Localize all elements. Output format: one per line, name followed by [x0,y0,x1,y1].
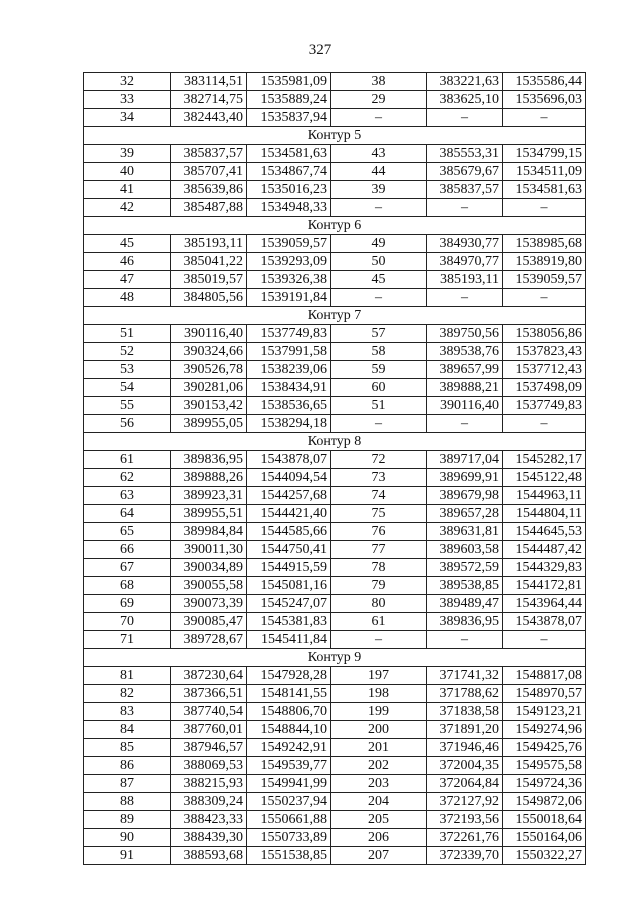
table-row [84,559,586,577]
cell-point-number: 79 [331,577,427,595]
cell-point-number: 85 [84,739,171,757]
cell-point-number: 76 [331,523,427,541]
cell-x-coordinate: 388439,30 [171,829,247,847]
cell-x-coordinate: 387366,51 [171,685,247,703]
table-row [84,397,586,415]
table-row [84,289,586,307]
cell-x-coordinate: 383114,51 [171,73,247,91]
cell-x-coordinate: – [427,109,503,127]
cell-point-number: 78 [331,559,427,577]
cell-x-coordinate: 389717,04 [427,451,503,469]
cell-point-number: 40 [84,163,171,181]
cell-x-coordinate: 385837,57 [427,181,503,199]
cell-point-number: 83 [84,703,171,721]
cell-point-number: 50 [331,253,427,271]
cell-point-number: 32 [84,73,171,91]
coordinates-table [83,72,586,865]
table-row [84,343,586,361]
cell-y-coordinate: 1544257,68 [247,487,331,505]
cell-y-coordinate: 1538536,65 [247,397,331,415]
cell-point-number: 69 [84,595,171,613]
cell-point-number: 203 [331,775,427,793]
cell-x-coordinate: 390116,40 [171,325,247,343]
cell-y-coordinate: 1548970,57 [503,685,586,703]
cell-y-coordinate: 1549872,06 [503,793,586,811]
cell-y-coordinate: 1550322,27 [503,847,586,865]
contour-header-row [84,649,586,667]
cell-point-number: 58 [331,343,427,361]
cell-point-number: 49 [331,235,427,253]
cell-y-coordinate: – [503,631,586,649]
cell-point-number: – [331,109,427,127]
cell-y-coordinate: 1545282,17 [503,451,586,469]
cell-y-coordinate: 1537991,58 [247,343,331,361]
cell-y-coordinate: 1535696,03 [503,91,586,109]
cell-x-coordinate: 389631,81 [427,523,503,541]
table-row [84,523,586,541]
cell-x-coordinate: 390034,89 [171,559,247,577]
cell-x-coordinate: 382714,75 [171,91,247,109]
table-row [84,91,586,109]
cell-y-coordinate: 1534867,74 [247,163,331,181]
cell-y-coordinate: 1549274,96 [503,721,586,739]
cell-point-number: 200 [331,721,427,739]
cell-x-coordinate: 390153,42 [171,397,247,415]
cell-x-coordinate: 389955,51 [171,505,247,523]
table-row [84,199,586,217]
cell-x-coordinate: 389603,58 [427,541,503,559]
cell-x-coordinate: 371946,46 [427,739,503,757]
cell-point-number: 53 [84,361,171,379]
cell-x-coordinate: 372004,35 [427,757,503,775]
table-row [84,811,586,829]
table-row [84,379,586,397]
cell-point-number: 39 [331,181,427,199]
cell-x-coordinate: 385553,31 [427,145,503,163]
contour-label: Контур 6 [84,217,586,235]
cell-point-number: 197 [331,667,427,685]
cell-y-coordinate: 1544963,11 [503,487,586,505]
cell-x-coordinate: 385487,88 [171,199,247,217]
cell-y-coordinate: 1549425,76 [503,739,586,757]
cell-point-number: 59 [331,361,427,379]
cell-point-number: 56 [84,415,171,433]
cell-y-coordinate: 1539191,84 [247,289,331,307]
cell-x-coordinate: 385193,11 [427,271,503,289]
cell-y-coordinate: 1549941,99 [247,775,331,793]
cell-y-coordinate: 1544750,41 [247,541,331,559]
cell-y-coordinate: 1534581,63 [247,145,331,163]
cell-point-number: 45 [84,235,171,253]
cell-x-coordinate: 389888,26 [171,469,247,487]
cell-y-coordinate: 1547928,28 [247,667,331,685]
cell-x-coordinate: 388215,93 [171,775,247,793]
cell-point-number: 33 [84,91,171,109]
cell-y-coordinate: 1538434,91 [247,379,331,397]
cell-y-coordinate: 1549724,36 [503,775,586,793]
cell-x-coordinate: 390526,78 [171,361,247,379]
table-row [84,613,586,631]
cell-y-coordinate: 1539059,57 [247,235,331,253]
cell-x-coordinate: 389489,47 [427,595,503,613]
table-row [84,685,586,703]
table-row [84,847,586,865]
cell-point-number: 62 [84,469,171,487]
cell-x-coordinate: 390055,58 [171,577,247,595]
cell-y-coordinate: 1550237,94 [247,793,331,811]
cell-x-coordinate: 372261,76 [427,829,503,847]
cell-point-number: 52 [84,343,171,361]
cell-point-number: 205 [331,811,427,829]
cell-y-coordinate: 1538294,18 [247,415,331,433]
cell-x-coordinate: 389836,95 [427,613,503,631]
cell-x-coordinate: 390281,06 [171,379,247,397]
cell-x-coordinate: 389657,99 [427,361,503,379]
table-row [84,631,586,649]
cell-y-coordinate: 1544585,66 [247,523,331,541]
table-row [84,829,586,847]
table-row [84,775,586,793]
cell-x-coordinate: 385837,57 [171,145,247,163]
cell-point-number: 88 [84,793,171,811]
cell-point-number: – [331,415,427,433]
cell-x-coordinate: 387946,57 [171,739,247,757]
cell-point-number: 67 [84,559,171,577]
cell-x-coordinate: 371838,58 [427,703,503,721]
cell-point-number: 77 [331,541,427,559]
cell-y-coordinate: 1545381,83 [247,613,331,631]
cell-x-coordinate: 389699,91 [427,469,503,487]
cell-x-coordinate: 387740,54 [171,703,247,721]
cell-y-coordinate: 1544094,54 [247,469,331,487]
cell-y-coordinate: 1544804,11 [503,505,586,523]
table-row [84,181,586,199]
cell-x-coordinate: 390011,30 [171,541,247,559]
cell-x-coordinate: 385019,57 [171,271,247,289]
cell-y-coordinate: 1538239,06 [247,361,331,379]
cell-y-coordinate: 1535586,44 [503,73,586,91]
cell-x-coordinate: 388309,24 [171,793,247,811]
cell-x-coordinate: 371741,32 [427,667,503,685]
cell-point-number: 89 [84,811,171,829]
cell-y-coordinate: 1551538,85 [247,847,331,865]
cell-point-number: 87 [84,775,171,793]
cell-x-coordinate: 389679,98 [427,487,503,505]
cell-point-number: 204 [331,793,427,811]
cell-y-coordinate: 1537498,09 [503,379,586,397]
cell-x-coordinate: 371788,62 [427,685,503,703]
cell-point-number: 34 [84,109,171,127]
cell-x-coordinate: 385639,86 [171,181,247,199]
cell-y-coordinate: 1539326,38 [247,271,331,289]
cell-y-coordinate: 1549575,58 [503,757,586,775]
cell-y-coordinate: 1534948,33 [247,199,331,217]
cell-y-coordinate: 1535981,09 [247,73,331,91]
cell-y-coordinate: 1550018,64 [503,811,586,829]
cell-point-number: 199 [331,703,427,721]
cell-x-coordinate: 371891,20 [427,721,503,739]
cell-x-coordinate: 389836,95 [171,451,247,469]
cell-y-coordinate: – [503,199,586,217]
cell-y-coordinate: 1534581,63 [503,181,586,199]
cell-point-number: – [331,631,427,649]
cell-x-coordinate: 383221,63 [427,73,503,91]
cell-y-coordinate: 1549123,21 [503,703,586,721]
cell-point-number: 54 [84,379,171,397]
cell-x-coordinate: 389538,76 [427,343,503,361]
contour-header-row [84,217,586,235]
cell-y-coordinate: 1539293,09 [247,253,331,271]
contour-header-row [84,307,586,325]
cell-y-coordinate: 1545122,48 [503,469,586,487]
cell-point-number: 91 [84,847,171,865]
table-row [84,235,586,253]
cell-x-coordinate: 384970,77 [427,253,503,271]
cell-x-coordinate: 385193,11 [171,235,247,253]
cell-x-coordinate: 390085,47 [171,613,247,631]
cell-point-number: – [331,289,427,307]
cell-y-coordinate: 1544645,53 [503,523,586,541]
cell-point-number: 43 [331,145,427,163]
cell-y-coordinate: 1534799,15 [503,145,586,163]
cell-y-coordinate: 1539059,57 [503,271,586,289]
table-row [84,757,586,775]
table-row [84,253,586,271]
table-row [84,109,586,127]
table-row [84,271,586,289]
cell-x-coordinate: 389923,31 [171,487,247,505]
cell-y-coordinate: 1537749,83 [247,325,331,343]
cell-point-number: 71 [84,631,171,649]
cell-point-number: 57 [331,325,427,343]
cell-point-number: 82 [84,685,171,703]
cell-y-coordinate: 1544487,42 [503,541,586,559]
page-number: 327 [308,42,332,58]
cell-x-coordinate: – [427,289,503,307]
cell-y-coordinate: – [503,415,586,433]
cell-point-number: 63 [84,487,171,505]
cell-x-coordinate: 385041,22 [171,253,247,271]
cell-point-number: 73 [331,469,427,487]
cell-x-coordinate: 389888,21 [427,379,503,397]
table-row [84,73,586,91]
contour-label: Контур 7 [84,307,586,325]
cell-y-coordinate: 1545081,16 [247,577,331,595]
cell-y-coordinate: 1545247,07 [247,595,331,613]
cell-y-coordinate: 1535016,23 [247,181,331,199]
cell-x-coordinate: 389728,67 [171,631,247,649]
cell-point-number: 81 [84,667,171,685]
cell-y-coordinate: – [503,109,586,127]
cell-y-coordinate: 1544915,59 [247,559,331,577]
cell-point-number: 47 [84,271,171,289]
cell-point-number: 61 [331,613,427,631]
cell-point-number: 51 [331,397,427,415]
cell-point-number: 64 [84,505,171,523]
cell-point-number: 65 [84,523,171,541]
cell-x-coordinate: 389955,05 [171,415,247,433]
cell-y-coordinate: – [503,289,586,307]
cell-x-coordinate: 389657,28 [427,505,503,523]
cell-y-coordinate: 1537749,83 [503,397,586,415]
table-row [84,163,586,181]
cell-point-number: 38 [331,73,427,91]
cell-y-coordinate: 1548844,10 [247,721,331,739]
cell-y-coordinate: 1544172,81 [503,577,586,595]
table-row [84,595,586,613]
table-row [84,451,586,469]
cell-x-coordinate: 384805,56 [171,289,247,307]
cell-x-coordinate: 385679,67 [427,163,503,181]
cell-y-coordinate: 1543964,44 [503,595,586,613]
cell-point-number: 68 [84,577,171,595]
cell-x-coordinate: 387230,64 [171,667,247,685]
coordinates-table-body [84,73,586,865]
cell-point-number: 206 [331,829,427,847]
cell-point-number: 75 [331,505,427,523]
cell-point-number: – [331,199,427,217]
cell-x-coordinate: 382443,40 [171,109,247,127]
table-row [84,487,586,505]
table-row [84,703,586,721]
cell-x-coordinate: 389538,85 [427,577,503,595]
cell-x-coordinate: 390073,39 [171,595,247,613]
cell-y-coordinate: 1535889,24 [247,91,331,109]
cell-point-number: 60 [331,379,427,397]
cell-x-coordinate: 389984,84 [171,523,247,541]
cell-point-number: 84 [84,721,171,739]
cell-y-coordinate: 1548817,08 [503,667,586,685]
contour-header-row [84,127,586,145]
cell-x-coordinate: 384930,77 [427,235,503,253]
cell-point-number: 55 [84,397,171,415]
cell-y-coordinate: 1548806,70 [247,703,331,721]
cell-point-number: 29 [331,91,427,109]
table-row [84,145,586,163]
cell-x-coordinate: 389750,56 [427,325,503,343]
cell-y-coordinate: 1543878,07 [503,613,586,631]
table-row [84,739,586,757]
cell-y-coordinate: 1537823,43 [503,343,586,361]
cell-x-coordinate: 389572,59 [427,559,503,577]
cell-y-coordinate: 1544421,40 [247,505,331,523]
table-row [84,325,586,343]
cell-x-coordinate: 388593,68 [171,847,247,865]
cell-x-coordinate: 388069,53 [171,757,247,775]
cell-x-coordinate: 385707,41 [171,163,247,181]
cell-y-coordinate: 1538056,86 [503,325,586,343]
table-row [84,505,586,523]
cell-point-number: 48 [84,289,171,307]
cell-x-coordinate: 383625,10 [427,91,503,109]
cell-point-number: 90 [84,829,171,847]
cell-point-number: 42 [84,199,171,217]
cell-x-coordinate: 372339,70 [427,847,503,865]
cell-point-number: 70 [84,613,171,631]
cell-x-coordinate: 372064,84 [427,775,503,793]
cell-point-number: 45 [331,271,427,289]
cell-x-coordinate: 372127,92 [427,793,503,811]
contour-label: Контур 9 [84,649,586,667]
contour-header-row [84,433,586,451]
cell-point-number: 202 [331,757,427,775]
cell-y-coordinate: 1534511,09 [503,163,586,181]
table-row [84,469,586,487]
cell-x-coordinate: – [427,199,503,217]
cell-point-number: 66 [84,541,171,559]
cell-x-coordinate: – [427,415,503,433]
cell-point-number: 198 [331,685,427,703]
table-row [84,721,586,739]
cell-point-number: 44 [331,163,427,181]
table-row [84,541,586,559]
cell-y-coordinate: 1535837,94 [247,109,331,127]
cell-point-number: 74 [331,487,427,505]
cell-x-coordinate: 390324,66 [171,343,247,361]
cell-x-coordinate: 390116,40 [427,397,503,415]
cell-point-number: 46 [84,253,171,271]
cell-y-coordinate: 1550661,88 [247,811,331,829]
cell-point-number: 72 [331,451,427,469]
cell-y-coordinate: 1538919,80 [503,253,586,271]
cell-y-coordinate: 1545411,84 [247,631,331,649]
table-row [84,667,586,685]
cell-point-number: 201 [331,739,427,757]
contour-label: Контур 8 [84,433,586,451]
cell-point-number: 51 [84,325,171,343]
cell-y-coordinate: 1544329,83 [503,559,586,577]
cell-y-coordinate: 1537712,43 [503,361,586,379]
cell-point-number: 80 [331,595,427,613]
cell-y-coordinate: 1548141,55 [247,685,331,703]
cell-x-coordinate: 372193,56 [427,811,503,829]
cell-x-coordinate: 388423,33 [171,811,247,829]
cell-x-coordinate: – [427,631,503,649]
table-row [84,415,586,433]
cell-y-coordinate: 1550733,89 [247,829,331,847]
cell-y-coordinate: 1549242,91 [247,739,331,757]
cell-x-coordinate: 387760,01 [171,721,247,739]
cell-point-number: 86 [84,757,171,775]
contour-label: Контур 5 [84,127,586,145]
cell-y-coordinate: 1538985,68 [503,235,586,253]
cell-y-coordinate: 1543878,07 [247,451,331,469]
cell-point-number: 207 [331,847,427,865]
cell-y-coordinate: 1549539,77 [247,757,331,775]
cell-point-number: 41 [84,181,171,199]
table-row [84,361,586,379]
cell-point-number: 39 [84,145,171,163]
table-row [84,577,586,595]
cell-point-number: 61 [84,451,171,469]
cell-y-coordinate: 1550164,06 [503,829,586,847]
table-row [84,793,586,811]
